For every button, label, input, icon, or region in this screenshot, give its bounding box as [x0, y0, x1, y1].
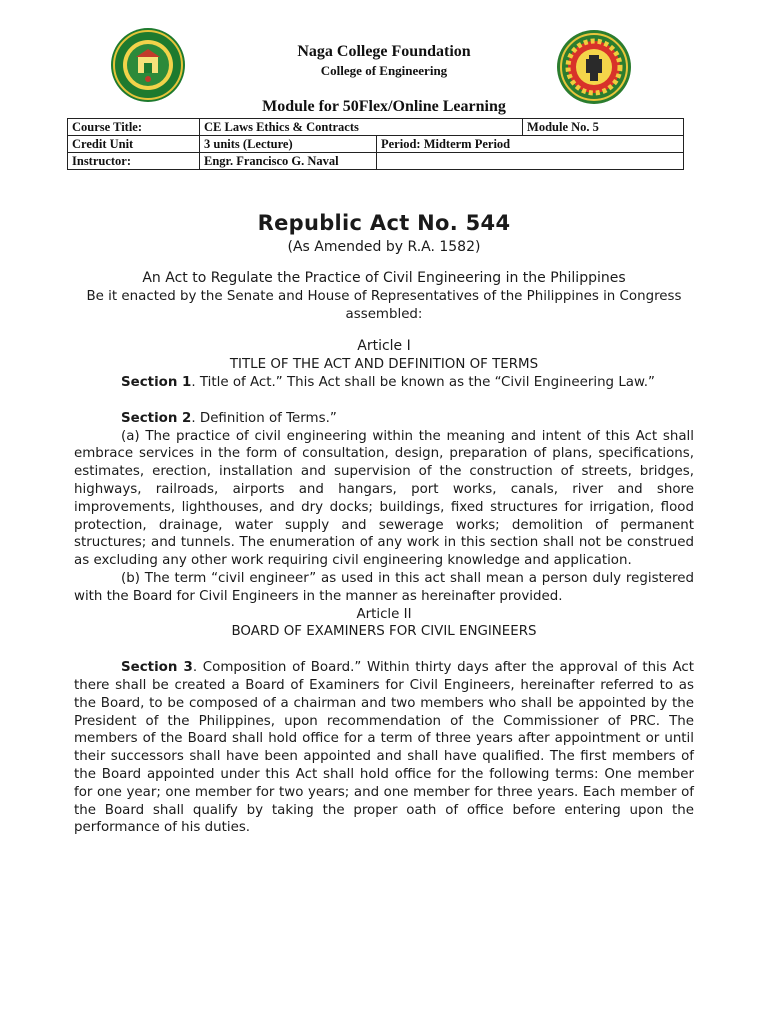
- department-name: College of Engineering: [320, 63, 448, 78]
- section-3-text: . Composition of Board.” Within thirty days after the approval of this Act there shall be created a Board of Examiners for Civil Engineers, hereinafter referred to as the Board, to be composed of a chairman and two members who shall be appointed by the President of the Philippines, upon recommendation of the Commissioner of PRC. The members of the Board shall hold office for a term of three years after appointment or until their successors shall have been appointed and shall have qualified. The first members of the Board appointed under this Act shall hold office for the following terms: One member for one year; one member for two years; and one member for three years. Each member of the Board shall qualify by taking the proper oath of office before entering upon the performance of his duties.: [74, 660, 694, 836]
- module-number: Module No. 5: [523, 119, 684, 136]
- instructor-value: Engr. Francisco G. Naval: [200, 153, 377, 170]
- section-3: [74, 659, 694, 837]
- credit-row: [68, 136, 684, 153]
- section-3-label: Section 3: [121, 660, 193, 676]
- course-info-table: [67, 118, 684, 170]
- section-1-label: Section 1: [121, 374, 192, 390]
- document-title: Republic Act No. 544: [257, 211, 511, 235]
- article-1-heading: Article I: [357, 338, 411, 355]
- section-1: [74, 374, 694, 392]
- act-title: An Act to Regulate the Practice of Civil Engineering in the Philippines: [142, 270, 626, 286]
- document-subtitle: (As Amended by R.A. 1582): [287, 239, 481, 255]
- course-title-value: CE Laws Ethics & Contracts: [200, 119, 523, 136]
- credit-label: Credit Unit: [68, 136, 200, 153]
- credit-value: 3 units (Lecture): [200, 136, 377, 153]
- period-value: Period: Midterm Period: [377, 136, 684, 153]
- section-2-label: Section 2: [121, 410, 192, 426]
- empty-cell: [377, 153, 684, 170]
- article-1-title: TITLE OF THE ACT AND DEFINITION OF TERMS: [229, 357, 539, 373]
- article-2-heading: Article II: [356, 606, 412, 622]
- section-2-a: (a) The practice of civil engineering within the meaning and intent of this Act shall embrace services in the form of consultation, design, preparation of plans, specifications, estimates, erection, installation and supervision of the construction of streets, bridges, highways, railroads, airports and hangars, port works, canals, river and shore improvements, lighthouses, and dry docks; buildings, fixed structures for irrigation, flood protection, drainage, water supply and sewerage works; demolition of permanent structures; and tunnels. The enumeration of any work in this section shall not be construed as excluding any other work requiring civil engineering knowledge and application.: [74, 428, 694, 569]
- article-2-title: BOARD OF EXAMINERS FOR CIVIL ENGINEERS: [231, 624, 537, 640]
- document-body: [74, 208, 694, 837]
- section-2-text: . Definition of Terms.”: [191, 410, 337, 426]
- instructor-row: [68, 153, 684, 170]
- enacting-clause: Be it enacted by the Senate and House of Representatives of the Philippines in Congress assembled:: [86, 288, 682, 322]
- instructor-label: Instructor:: [68, 153, 200, 170]
- section-1-text: . Title of Act.” This Act shall be known as the “Civil Engineering Law.”: [191, 374, 655, 390]
- course-title-row: [68, 119, 684, 136]
- module-heading: Module for 50Flex/Online Learning: [262, 98, 506, 115]
- college-name: Naga College Foundation: [297, 43, 471, 60]
- section-2: [74, 410, 694, 428]
- course-title-label: Course Title:: [68, 119, 200, 136]
- section-2-b: (b) The term “civil engineer” as used in this act shall mean a person duly registered with the Board for Civil Engineers in the manner as hereinafter provided.: [74, 570, 694, 604]
